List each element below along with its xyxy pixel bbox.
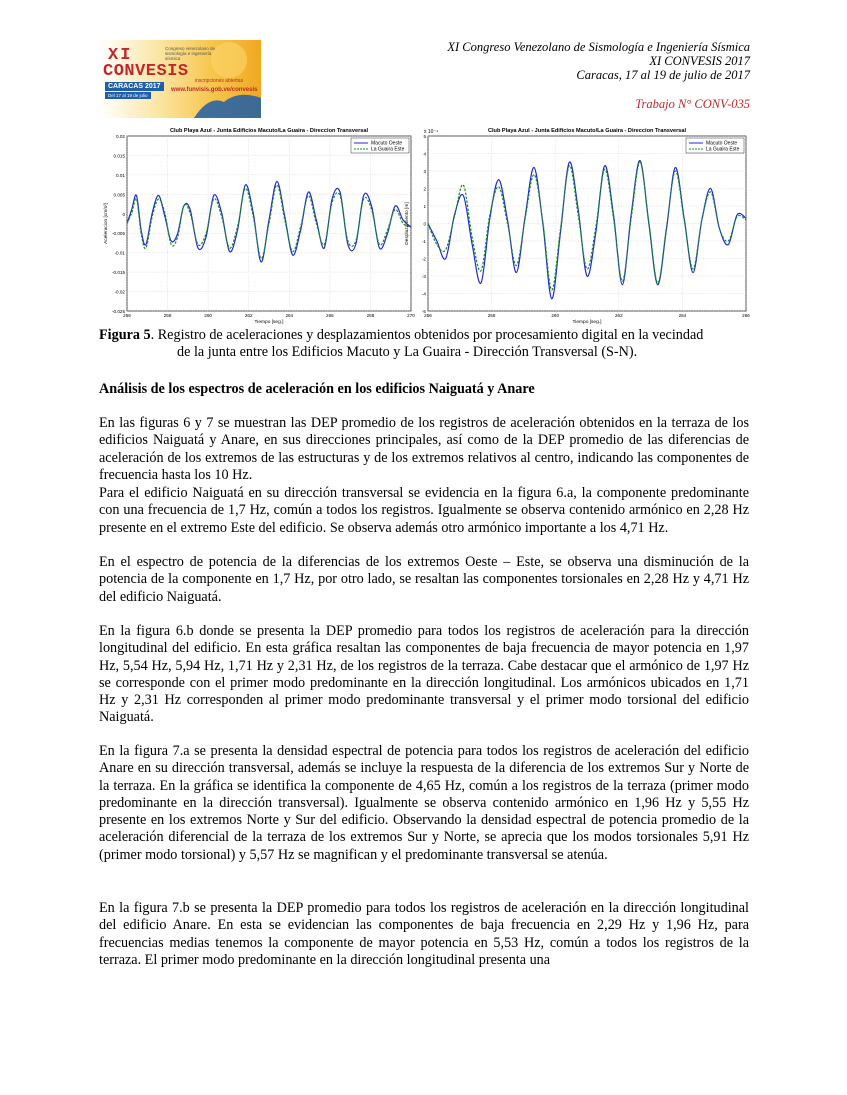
section-heading: Análisis de los espectros de aceleración en los edificios Naiguatá y Anare — [99, 381, 535, 397]
x-tick-label: 258 — [487, 313, 496, 318]
logo-tagline: Congreso venezolano de sismología e ingeniería sísmica — [165, 46, 216, 61]
logo-inscriptions: inscripciones abiertas — [195, 78, 244, 84]
legend-label: La Guaira Este — [371, 146, 405, 153]
y-tick-label: 0.02 — [116, 134, 125, 139]
plot-title: Club Playa Azul - Junta Edificios Macuto/La Guaira - Direccion Transversal — [169, 128, 369, 134]
paragraph-4: En la figura 6.b donde se presenta la DEP promedio para todos los registros de aceleración para la dirección longitudinal del edificio. En esta gráfica resaltan las componentes de baja frecuencia de mayor potencia en 1,97 Hz, 5,54 Hz, 5,94 Hz, 1,71 Hz y 2,31 Hz, de los registros de la terraza. Cabe destacar que el armónico de 1,97 Hz se corresponde con el primer modo predominante en la dirección longitudinal. Los armónicos ubicados en 1,71 Hz y 2,31 Hz corresponden al primer modo predominante transversal y el primer modo torsional del edificio Naiguatá. — [99, 623, 749, 726]
x-tick-label: 262 — [614, 313, 623, 318]
caption-label: Figura 5 — [99, 327, 151, 343]
x-tick-label: 270 — [407, 313, 415, 318]
y-tick-label: 0 — [423, 221, 426, 227]
y-tick-label: -0.01 — [114, 250, 125, 256]
y-axis-label: Desplazamiento [m] — [405, 202, 410, 245]
x-tick-label: 260 — [551, 313, 560, 318]
legend-label: La Guaira Este — [706, 146, 740, 153]
logo-xi: XI — [108, 46, 133, 65]
x-tick-label: 266 — [326, 313, 334, 318]
y-tick-label: -1 — [421, 239, 426, 244]
x-tick-label: 264 — [678, 313, 687, 318]
x-tick-label: 264 — [285, 313, 294, 318]
y-tick-label: -3 — [421, 274, 426, 279]
header-line-3: Caracas, 17 al 19 de julio de 2017 — [576, 68, 750, 82]
y-tick-label: 2 — [423, 186, 426, 192]
y-tick-label: -2 — [421, 256, 426, 262]
y-exponent-label: x 10⁻⁴ — [424, 129, 439, 135]
logo-city: CARACAS 2017 — [105, 82, 164, 91]
legend-label: Macuto Oeste — [706, 140, 738, 147]
logo-website: www.funvisis.gob.ve/convesis — [171, 87, 258, 93]
conference-header — [447, 40, 750, 82]
header-line-2: XI CONVESIS 2017 — [649, 54, 750, 68]
plot-title: Club Playa Azul - Junta Edificios Macuto/La Guaira - Direccion Transversal — [487, 128, 687, 134]
figure-caption — [99, 327, 749, 361]
y-tick-label: 0.01 — [116, 172, 125, 178]
y-tick-label: 0.005 — [113, 192, 125, 198]
acceleration-plot — [99, 124, 417, 329]
logo-convesis: CONVESIS — [103, 62, 189, 81]
x-tick-label: 268 — [366, 313, 375, 318]
y-tick-label: 5 — [423, 134, 426, 139]
y-tick-label: -0.015 — [111, 270, 125, 276]
x-tick-label: 260 — [204, 313, 212, 318]
x-axis-label: Tiempo [seg.] — [254, 320, 284, 325]
paragraph-6: En la figura 7.b se presenta la DEP promedio para todos los registros de aceleración en la dirección longitudinal del edificio Anare. En esta se evidencian las componentes de baja frecuencia en 2,29 Hz y 1,96 Hz, para frecuencias medias tenemos la componente de mayor potencia en 5,53 Hz, común a todos los registros de la terraza. El primer modo predominante en la dirección longitudinal presenta una — [99, 900, 749, 968]
convesis-logo — [99, 40, 261, 118]
y-tick-label: 0.015 — [113, 153, 125, 159]
x-axis-label: Tiempo [seg.] — [572, 320, 602, 325]
x-tick-label: 258 — [163, 313, 172, 318]
y-tick-label: -0.02 — [114, 289, 125, 295]
paragraph-1: En las figuras 6 y 7 se muestran las DEP promedio de los registros de aceleración obtenidos en la terraza de los edificios Naiguatá y Anare, en sus direcciones principales, así como de la DEP promedio de las diferencias de aceleración de los extremos de las estructuras y de los extremos relativos al centro, indicando las componentes de frecuencia hasta los 10 Hz. — [99, 415, 749, 483]
y-tick-label: 3 — [423, 169, 426, 174]
caption-line-1: . Registro de aceleraciones y desplazamientos obtenidos por procesamiento digital en la vecindad — [150, 327, 704, 343]
x-tick-label: 256 — [123, 313, 131, 318]
paragraph-3: En el espectro de potencia de la diferencias de los extremos Oeste – Este, se observa una disminución de la potencia de la componente en 1,7 Hz, por otro lado, se resaltan las componentes torsionales en 2,28 Hz y 4,71 Hz del edificio Naiguatá. — [99, 554, 749, 605]
x-tick-label: 256 — [424, 313, 432, 318]
y-tick-label: -0.005 — [111, 231, 125, 237]
legend-label: Macuto Oeste — [371, 140, 403, 147]
x-tick-label: 262 — [244, 313, 253, 318]
y-tick-label: -5 — [421, 309, 426, 314]
paragraph-5: En la figura 7.a se presenta la densidad espectral de potencia para todos los registros de aceleración del edificio Anare en su dirección transversal, además se incluye la respuesta de la diferencia de los extremos Sur y Norte de la terraza. En la gráfica se identifica la componente de 4,65 Hz, común a los registros de la terraza (primer modo predominante en la dirección transversal). Igualmente se observa contenido armónico en 1,96 Hz y 5,55 Hz presente en los extremos Norte y Sur del edificio. Observando la densidad espectral de potencia promedio de la aceleración diferencial de la terraza de los extremos Sur y Norte, se aprecia que los modos torsionales 5,91 Hz (primer modo torsional) y 5,57 Hz se magnifican y el predominante transversal se atenúa. — [99, 743, 749, 863]
y-tick-label: 0 — [122, 211, 125, 217]
logo-dates: Del 17 al 19 de julio — [105, 92, 151, 99]
caption-line-2: de la junta entre los Edificios Macuto y La Guaira - Dirección Transversal (S-N). — [177, 344, 638, 360]
x-tick-label: 266 — [742, 313, 750, 318]
header-line-1: XI Congreso Venezolano de Sismología e Ingeniería Sísmica — [447, 40, 750, 54]
paper-number: Trabajo N° CONV-035 — [635, 97, 750, 111]
plot-frame — [127, 136, 411, 311]
y-tick-label: 4 — [423, 151, 426, 157]
y-tick-label: -4 — [421, 291, 426, 297]
y-tick-label: 1 — [423, 204, 426, 209]
y-axis-label: Aceleracion [cm/s²] — [104, 203, 109, 244]
paragraph-2: Para el edificio Naiguatá en su dirección transversal se evidencia en la figura 6.a, la componente predominante con una frecuencia de 1,7 Hz, común a todos los registros. Igualmente se observa contenido armónico en 2,28 Hz presente en el extremo Este del edificio. Se observa además otro armónico importante a los 4,71 Hz. — [99, 485, 749, 536]
y-tick-label: -0.025 — [111, 309, 125, 314]
